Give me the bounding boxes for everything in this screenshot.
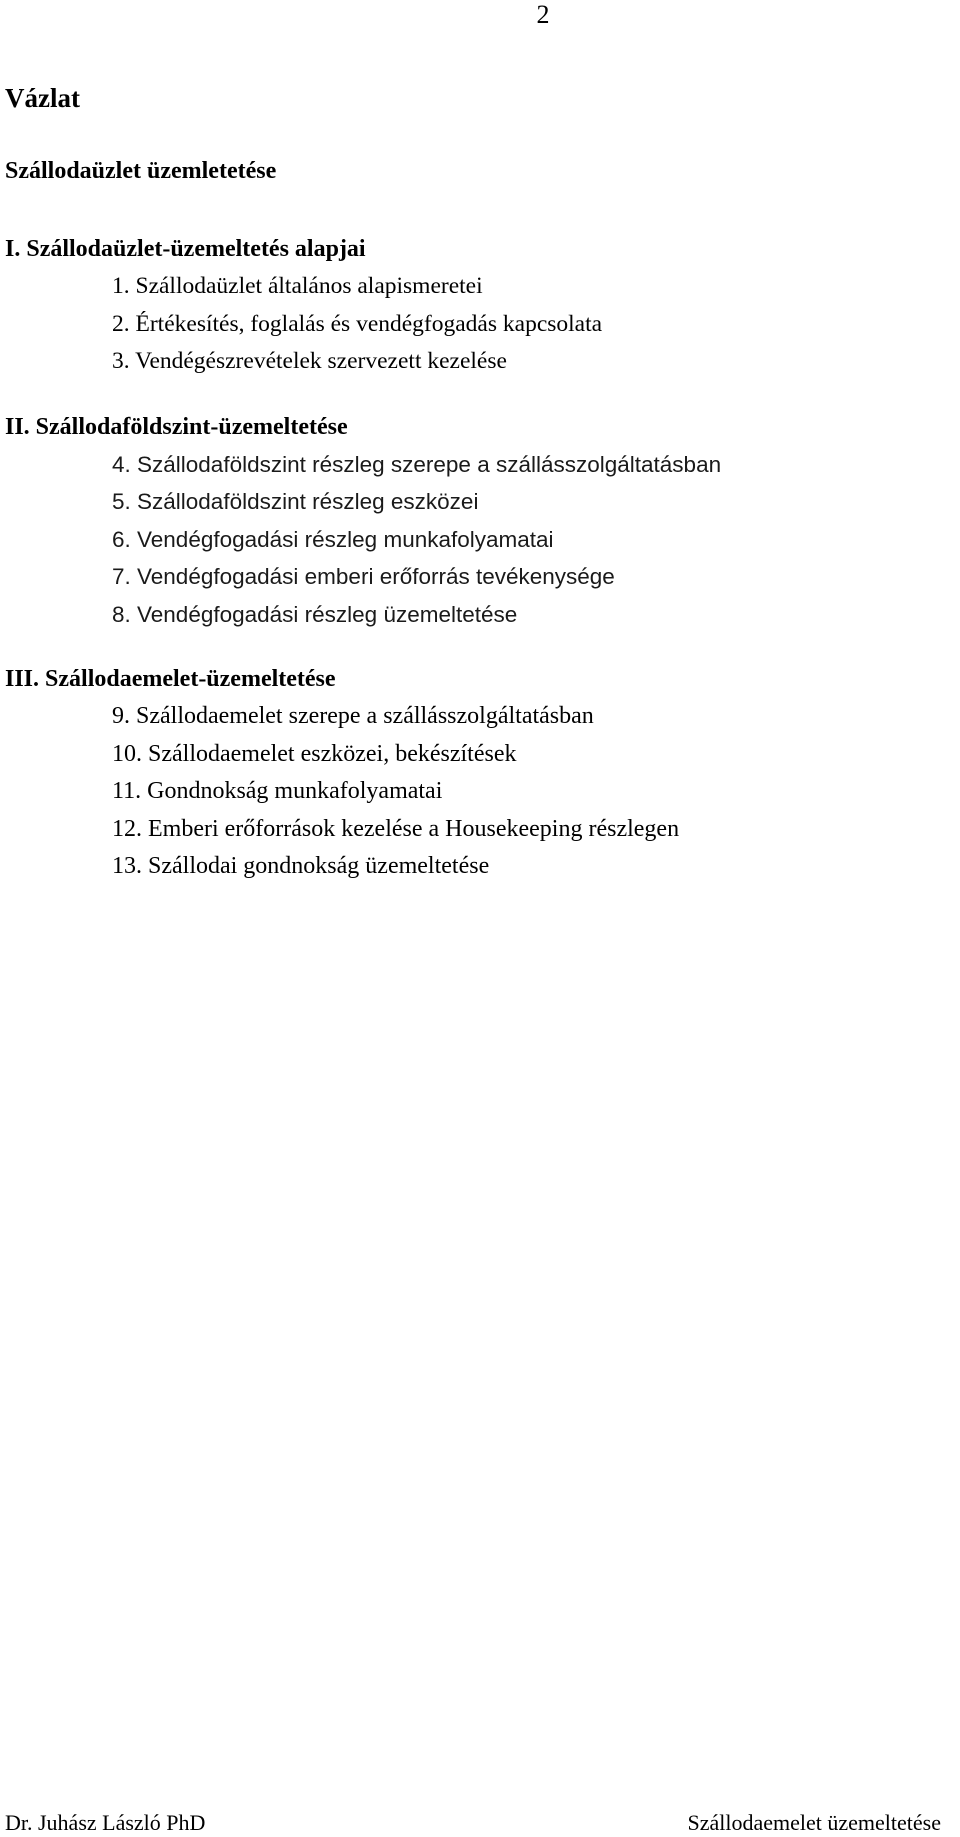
outline-item: 2. Értékesítés, foglalás és vendégfogadás kapcsolata <box>112 310 603 337</box>
outline-item: 13. Szállodai gondnokság üzemeltetése <box>112 853 490 879</box>
outline-section-2 <box>5 408 945 634</box>
outline-section-3 <box>5 660 945 886</box>
section-item-list <box>5 698 945 886</box>
document-subtitle: Szállodaüzlet üzemletetése <box>5 158 277 184</box>
outline-item: 3. Vendégészrevételek szervezett kezelése <box>112 348 507 374</box>
outline-section-1 <box>5 230 945 381</box>
section-item-list <box>5 268 945 381</box>
page-number: 2 <box>536 0 550 29</box>
outline-item: 4. Szállodaföldszint részleg szerepe a szállásszolgáltatásban <box>112 451 722 477</box>
outline <box>5 230 945 913</box>
outline-item: 6. Vendégfogadási részleg munkafolyamatai <box>112 526 554 552</box>
outline-item: 8. Vendégfogadási részleg üzemeltetése <box>112 601 518 627</box>
outline-item: 10. Szállodaemelet eszközei, bekészítések <box>112 740 517 767</box>
page-footer <box>0 1808 960 1837</box>
document-title: Vázlat <box>5 83 80 113</box>
outline-item: 7. Vendégfogadási emberi erőforrás tevékenysége <box>112 564 615 589</box>
outline-item: 11. Gondnokság munkafolyamatai <box>112 778 443 804</box>
section-heading: II. Szállodaföldszint-üzemeltetése <box>5 413 348 440</box>
section-item-list <box>5 446 945 634</box>
footer-author: Dr. Juhász László PhD <box>5 1810 206 1835</box>
outline-item: 12. Emberi erőforrások kezelése a Housekeeping részlegen <box>112 815 680 842</box>
outline-item: 5. Szállodaföldszint részleg eszközei <box>112 489 479 514</box>
outline-item: 1. Szállodaüzlet általános alapismeretei <box>112 273 483 299</box>
section-heading: I. Szállodaüzlet-üzemeltetés alapjai <box>5 236 366 262</box>
footer-course-title: Szállodaemelet üzemeltetése <box>687 1810 941 1835</box>
section-heading: III. Szállodaemelet-üzemeltetése <box>5 666 336 692</box>
outline-item: 9. Szállodaemelet szerepe a szállásszolgáltatásban <box>112 703 594 729</box>
